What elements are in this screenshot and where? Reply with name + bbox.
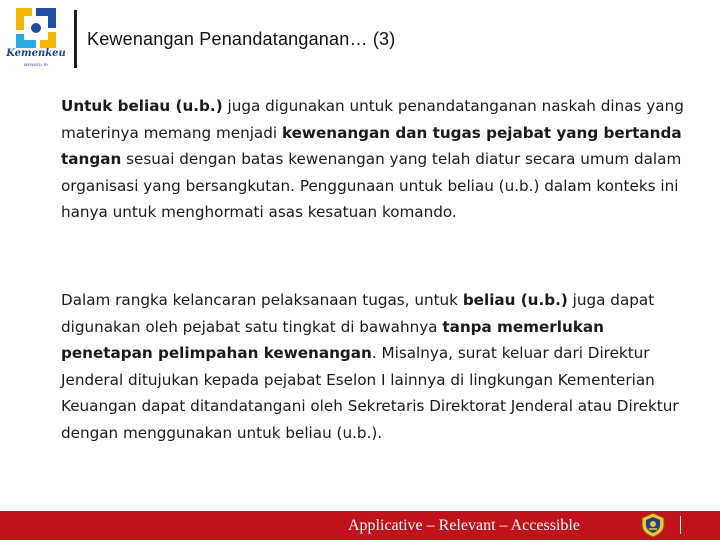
paragraph-2-text-3: . Misalnya, surat keluar dari Direktur Jenderal ditujukan kepada pejabat Eselon I lainnya di lingkungan Kementerian Keuangan dapat ditandatangani oleh Sekretaris Direktorat Jenderal atau Direktur dengan menggunakan untuk beliau (u.b.). xyxy=(61,344,679,442)
paragraph-1 xyxy=(61,93,691,226)
logo-subtext: MENKEU RI xyxy=(23,62,49,67)
slide-title: Kewenangan Penandatanganan… (3) xyxy=(87,29,396,49)
paragraph-2-bold-1: beliau (u.b.) xyxy=(462,291,568,309)
paragraph-1-text-2: sesuai dengan batas kewenangan yang telah diatur secara umum dalam organisasi yang bersangkutan. Penggunaan untuk beliau (u.b.) dalam konteks ini hanya untuk menghormati asas kesatuan komando. xyxy=(61,150,682,221)
title-divider xyxy=(74,10,77,68)
logo-wordmark: Kemenkeu xyxy=(6,48,66,59)
kemenkeu-logo-icon xyxy=(6,4,66,50)
paragraph-1-bold-2: kewenangan dan tugas pejabat yang bertanda tangan xyxy=(61,123,682,168)
paragraph-1-bold-1: Untuk beliau (u.b.) xyxy=(61,97,223,115)
kemenkeu-logo xyxy=(6,4,66,74)
footer-divider xyxy=(680,516,681,534)
footer-tagline: Applicative – Relevant – Accessible xyxy=(348,517,580,534)
kemenkeu-emblem-icon xyxy=(640,512,666,538)
paragraph-1-text-1: juga digunakan untuk penandatanganan naskah dinas yang materinya memang menjadi xyxy=(61,97,684,142)
paragraph-2-bold-2: tanpa memerlukan penetapan pelimpahan kewenangan xyxy=(61,317,604,362)
paragraph-2-text-1: Dalam rangka kelancaran pelaksanaan tugas, untuk xyxy=(61,291,463,309)
paragraph-2 xyxy=(61,287,691,446)
paragraph-2-text-2: juga dapat digunakan oleh pejabat satu tingkat di bawahnya xyxy=(61,291,655,336)
